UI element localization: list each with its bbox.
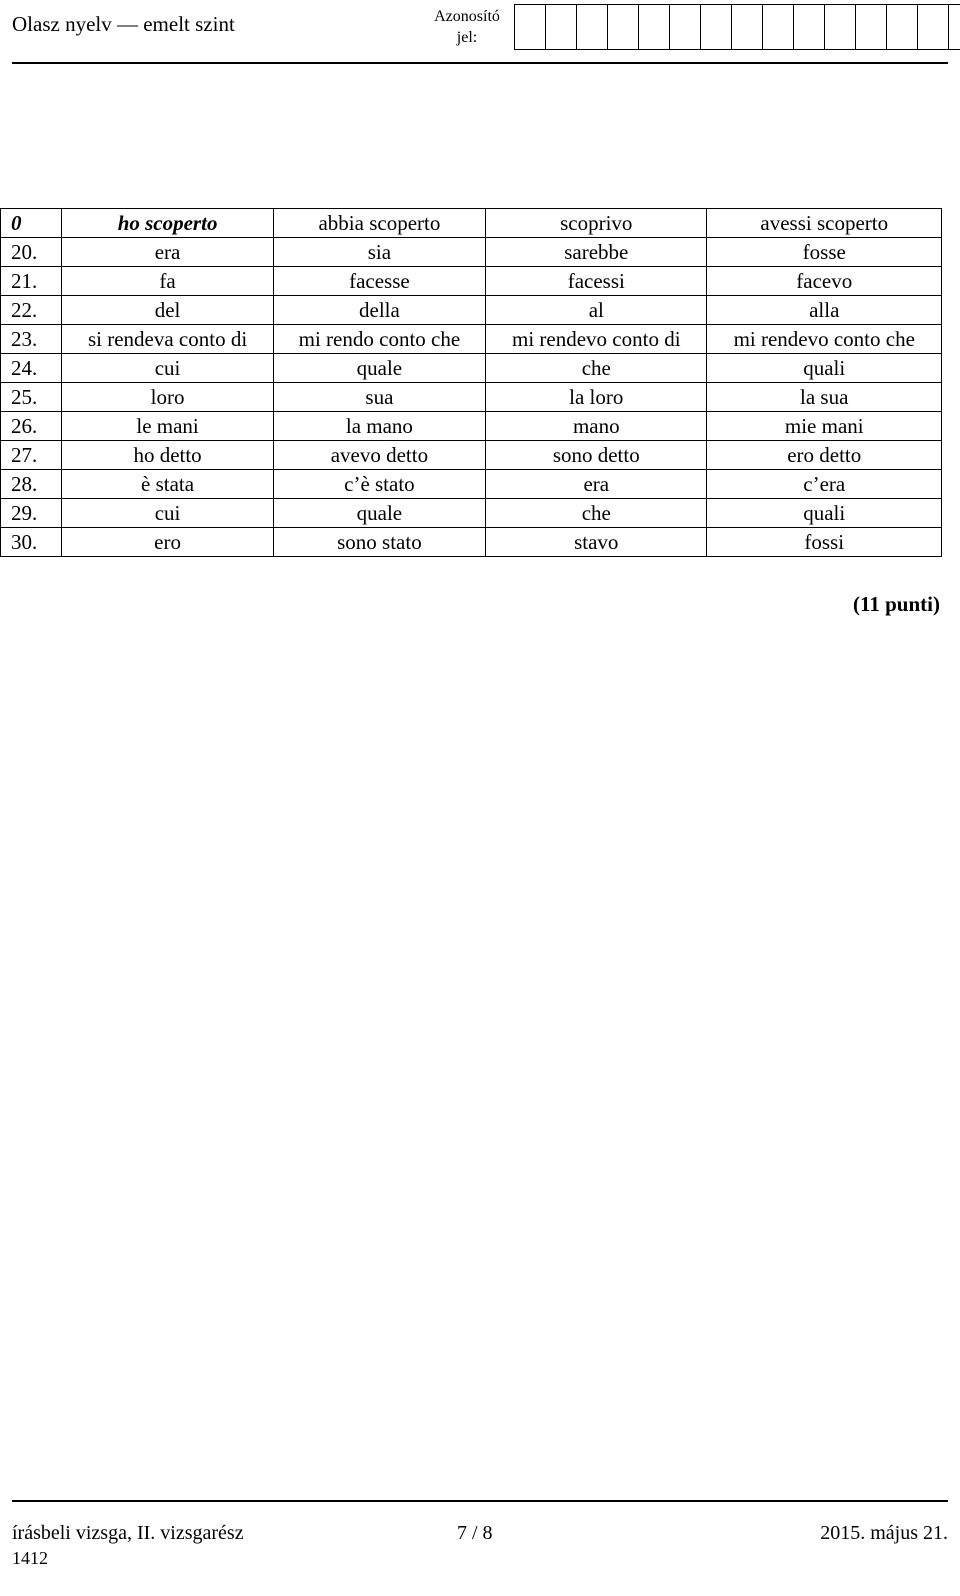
option-a: fa	[62, 267, 273, 296]
option-a: cui	[62, 354, 273, 383]
option-d: c’era	[707, 470, 942, 499]
option-a: si rendeva conto di	[62, 325, 273, 354]
table-row	[1, 412, 942, 441]
option-b: quale	[273, 499, 485, 528]
option-a: ho scoperto	[62, 209, 273, 238]
id-box[interactable]	[701, 4, 732, 50]
option-a: ero	[62, 528, 273, 557]
footer-exam: írásbeli vizsga, II. vizsgarész	[12, 1522, 244, 1544]
id-box[interactable]	[732, 4, 763, 50]
example-row	[1, 209, 942, 238]
option-a: del	[62, 296, 273, 325]
id-box[interactable]	[794, 4, 825, 50]
table-row	[1, 499, 942, 528]
option-b: sua	[273, 383, 485, 412]
row-number: 30.	[1, 528, 62, 557]
option-a: loro	[62, 383, 273, 412]
option-c: sono detto	[486, 441, 707, 470]
header-title: Olasz nyelv — emelt szint	[12, 12, 235, 36]
row-number: 27.	[1, 441, 62, 470]
option-c: scoprivo	[486, 209, 707, 238]
page-footer	[12, 1500, 948, 1568]
option-d: mi rendevo conto che	[707, 325, 942, 354]
id-box[interactable]	[608, 4, 639, 50]
row-number: 25.	[1, 383, 62, 412]
option-c: che	[486, 499, 707, 528]
table-row	[1, 383, 942, 412]
option-b: sia	[273, 238, 485, 267]
row-number: 22.	[1, 296, 62, 325]
option-a: è stata	[62, 470, 273, 499]
id-box[interactable]	[639, 4, 670, 50]
option-b: quale	[273, 354, 485, 383]
option-d: quali	[707, 499, 942, 528]
id-boxes	[514, 4, 960, 50]
row-number: 21.	[1, 267, 62, 296]
table-row	[1, 267, 942, 296]
id-label	[424, 6, 510, 48]
option-c: era	[486, 470, 707, 499]
id-box[interactable]	[825, 4, 856, 50]
id-box[interactable]	[918, 4, 949, 50]
points-label: (11 punti)	[853, 592, 940, 616]
id-box[interactable]	[670, 4, 701, 50]
option-a: era	[62, 238, 273, 267]
table-row	[1, 354, 942, 383]
option-b: la mano	[273, 412, 485, 441]
id-box[interactable]	[577, 4, 608, 50]
footer-date: 2015. május 21.	[820, 1522, 948, 1544]
row-number: 28.	[1, 470, 62, 499]
option-b: abbia scoperto	[273, 209, 485, 238]
table-row	[1, 238, 942, 267]
row-number: 0	[1, 209, 62, 238]
page-header	[12, 0, 948, 64]
option-a: cui	[62, 499, 273, 528]
option-d: fossi	[707, 528, 942, 557]
option-b: c’è stato	[273, 470, 485, 499]
option-d: ero detto	[707, 441, 942, 470]
option-b: mi rendo conto che	[273, 325, 485, 354]
id-box[interactable]	[856, 4, 887, 50]
option-b: facesse	[273, 267, 485, 296]
option-c: la loro	[486, 383, 707, 412]
option-c: stavo	[486, 528, 707, 557]
table-row	[1, 325, 942, 354]
id-box[interactable]	[887, 4, 918, 50]
id-label-line2: jel:	[456, 29, 478, 46]
id-box[interactable]	[763, 4, 794, 50]
row-number: 26.	[1, 412, 62, 441]
row-number: 29.	[1, 499, 62, 528]
id-box[interactable]	[515, 4, 546, 50]
option-d: facevo	[707, 267, 942, 296]
option-c: facessi	[486, 267, 707, 296]
option-c: che	[486, 354, 707, 383]
id-box[interactable]	[949, 4, 960, 50]
footer-page: 7 / 8	[457, 1522, 493, 1544]
option-b: della	[273, 296, 485, 325]
option-d: fosse	[707, 238, 942, 267]
option-a: ho detto	[62, 441, 273, 470]
table-row	[1, 528, 942, 557]
option-d: quali	[707, 354, 942, 383]
option-c: sarebbe	[486, 238, 707, 267]
table-row	[1, 470, 942, 499]
table-row	[1, 296, 942, 325]
id-box[interactable]	[546, 4, 577, 50]
option-b: sono stato	[273, 528, 485, 557]
row-number: 20.	[1, 238, 62, 267]
option-c: al	[486, 296, 707, 325]
answer-table	[0, 208, 942, 557]
option-d: mie mani	[707, 412, 942, 441]
option-a: le mani	[62, 412, 273, 441]
row-number: 23.	[1, 325, 62, 354]
id-label-line1: Azonosító	[434, 8, 500, 25]
row-number: 24.	[1, 354, 62, 383]
table-row	[1, 441, 942, 470]
option-c: mi rendevo conto di	[486, 325, 707, 354]
option-b: avevo detto	[273, 441, 485, 470]
option-d: alla	[707, 296, 942, 325]
footer-code: 1412	[12, 1548, 48, 1568]
option-d: la sua	[707, 383, 942, 412]
option-d: avessi scoperto	[707, 209, 942, 238]
option-c: mano	[486, 412, 707, 441]
